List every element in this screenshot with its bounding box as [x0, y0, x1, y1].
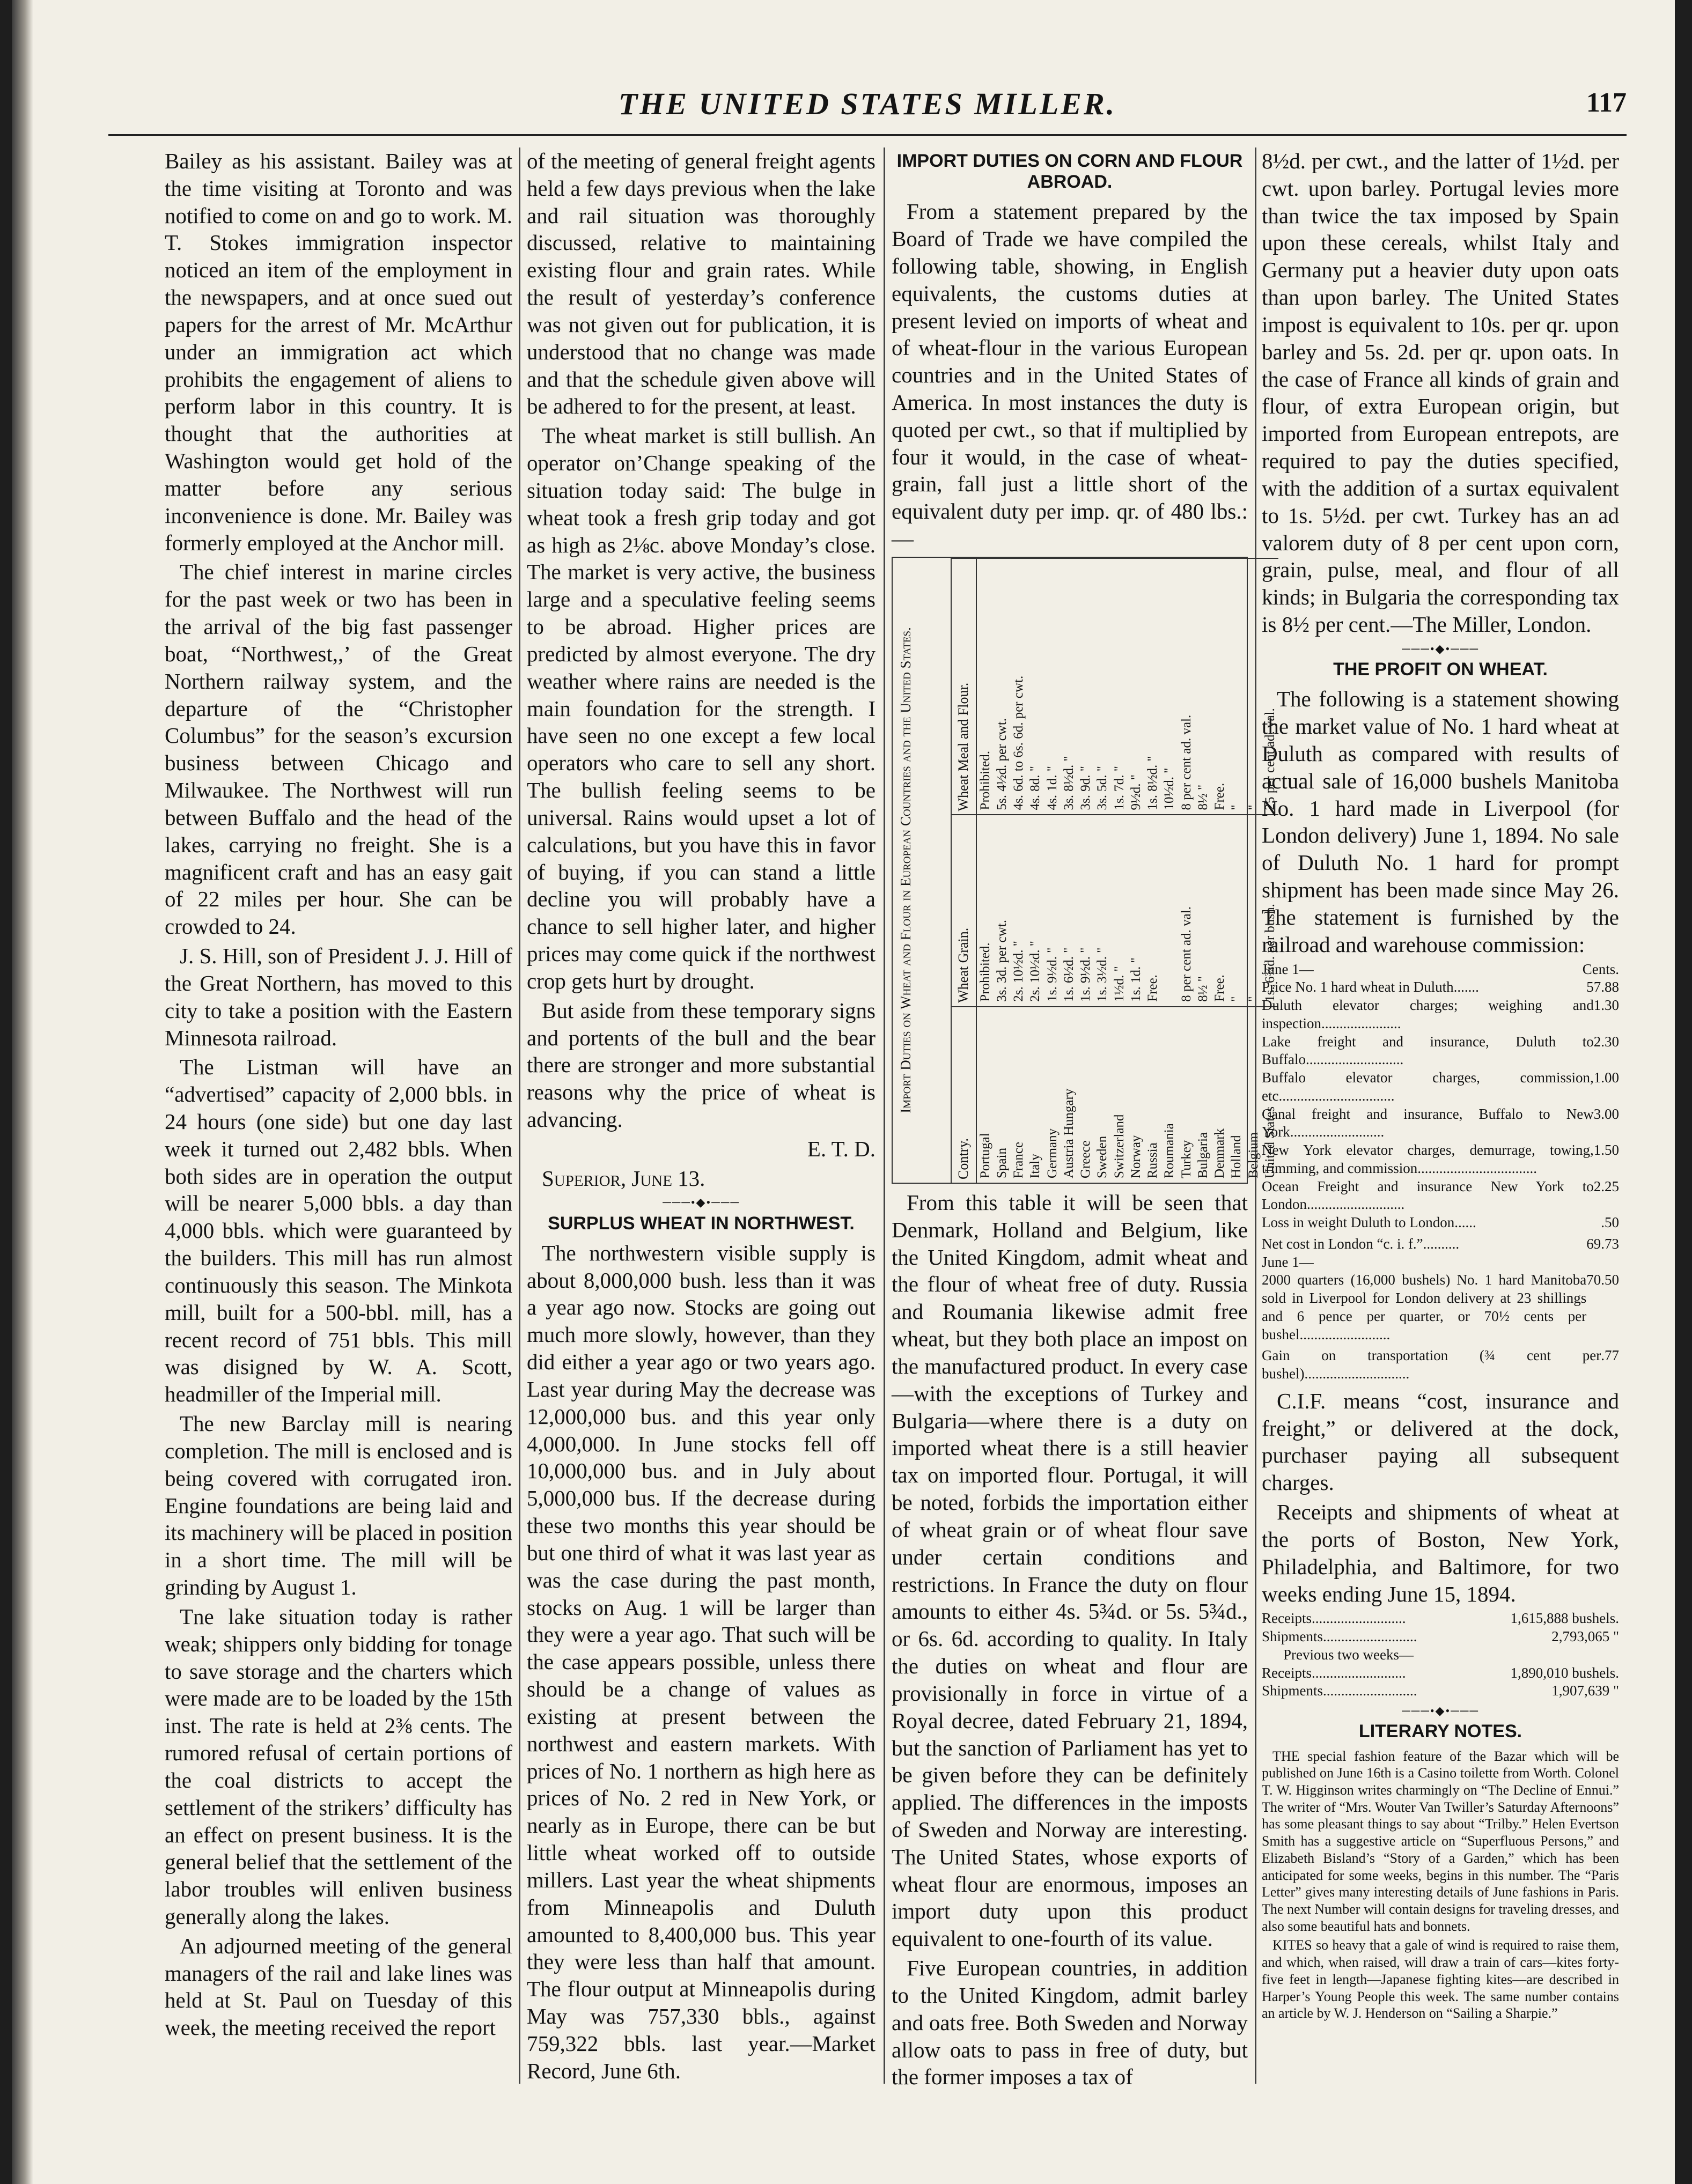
table-cell: Sweden: [1094, 1007, 1110, 1183]
table-row: [1144, 558, 1161, 1183]
row-value: 1.50: [1593, 1142, 1619, 1159]
column-3: [892, 147, 1277, 2094]
receipts-table: [1262, 1610, 1619, 1700]
row-label: 2000 quarters (16,000 bushels) No. 1 hard Manitoba sold in Liverpool for London delivery at 23 shillings and 6 pence per quarter, or 70½ cents per bushel.........................: [1262, 1272, 1587, 1342]
row-label: Receipts..........................: [1262, 1610, 1406, 1627]
table-cell: [1161, 815, 1178, 1006]
profit-table: [1262, 961, 1619, 1383]
profit-row: [1262, 1033, 1619, 1069]
profit-gain-row: [1262, 1347, 1619, 1383]
table-cell: Prohibited.: [976, 558, 994, 815]
paragraph: Five European countries, in addition to the United Kingdom, admit barley and oats free. Both Sweden and Norway allow oats to pass in free of duty, but the former imposes a tax of: [892, 1956, 1248, 2090]
book-binding-shadow: [12, 0, 33, 2184]
table-row: [1211, 558, 1228, 1183]
table-row: [1077, 558, 1094, 1183]
paragraph: The wheat market is still bullish. An operator on’Change speaking of the situation today said: The bulge in wheat took a fresh grip today and got as high as 2⅛c. above Monday’s close. The market is very active, the business large and a speculative feeling seems to be abroad. Higher prices are predicted by almost everyone. The dry weather where rains are needed is the main foundation for the strength. I have seen no one except a few local operators who care to sell any short. The bullish feeling seems to be universal. Rains would upset a lot of calculations, but you have this in favor of buying, if you can stand a little decline you will probably have a chance to sell higher later, and higher prices may come quick if the northwest crop gets hurt by drought.: [527, 423, 876, 993]
paragraph: THE special fashion feature of the Bazar which will be published on June 16th is a Casino toilette from Worth. Colonel T. W. Higginson writes charmingly on “The Decline of Ennui.” The writer of “Mrs. Wouter Van Twiller’s Saturday Afternoons” has some pleasant things to say about “Trilby.” Helen Evertson Smith has a suggestive article on “Superfluous Persons,” and Elizabeth Bisland’s “Story of a Garden,” which has been anticipated for some weeks, begins in this number. The “Paris Letter” gives many interesting details of June fashions in Paris. The next Number will contain designs for traveling dresses, and also some beautiful hats and bonnets.: [1262, 1748, 1619, 1934]
author-signature: E. T. D.: [807, 1136, 876, 1161]
table-cell: 2s. 10½d. ": [1027, 815, 1043, 1006]
paragraph: The following is a statement showing the market value of No. 1 hard wheat at Duluth as compared with results of actual sale of 16,000 bushels Manitoba No. 1 hard made in Liverpool (for London delivery) June 1, 1894. No sale of Duluth No. 1 hard for prompt shipment has been made since May 26. The statement is furnished by the railroad and warehouse commission:: [1262, 687, 1619, 957]
article-heading-import-duties: IMPORT DUTIES ON CORN AND FLOUR ABROAD.: [896, 151, 1243, 193]
table-row: [976, 558, 994, 1183]
row-label: Loss in weight Duluth to London......: [1262, 1214, 1476, 1231]
table-cell: 1s. 6½d. ": [1061, 815, 1077, 1006]
row-label: Previous two weeks—: [1283, 1646, 1414, 1663]
profit-row: [1262, 997, 1619, 1033]
row-label: Duluth elevator charges; weighing and inspection......................: [1262, 997, 1594, 1031]
row-value: 57.88: [1586, 979, 1619, 995]
paragraph: From a statement prepared by the Board of Trade we have compiled the following table, showing, in English equivalents, the customs duties at present levied on imports of wheat and of wheat-flour in the various European countries and in the United States of America. In most instances the duty is quoted per cwt., so that if multiplied by four it would, in the case of wheat-grain, fall just a little short of the equivalent duty per imp. qr. of 480 lbs.:—: [892, 199, 1248, 551]
profit-row: [1262, 1069, 1619, 1105]
paragraph: The Listman will have an “advertised” capacity of 2,000 bbls. in 24 hours (one side) but one day last week it turned out 2,482 bbls. When both sides are in operation the output will be nearer 5,000 bbls. a day than 4,000 bbls. which were guaranteed by the builders. This mill has run almost continuously this season. The Minkota mill, built for a 500-bbl. mill, has a recent record of 751 bbls. This mill was disigned by W. A. Scott, headmiller of the Imperial mill.: [165, 1054, 512, 1407]
page-header: [108, 80, 1627, 136]
table-cell: 1s. 9½d. ": [1044, 815, 1061, 1006]
table-cell: 4s. 1d. ": [1044, 558, 1061, 815]
row-value: .50: [1601, 1214, 1619, 1231]
column-4: [1262, 147, 1619, 2094]
paragraph: Tne lake situation today is rather weak; shippers only bidding for tonage to save storage and the charters which were made are to be loaded by the 15th inst. The rate is held at 2⅜ cents. The rumored refusal of certain portions of the coal districts to accept the settlement of the strikers’ difficulty has an effect on present business. It is the general belief that the settlement of the labor troubles will enliven business generally along the lakes.: [165, 1604, 512, 1929]
row-value: 70.50: [1586, 1272, 1619, 1288]
table-cell: Free.: [1144, 815, 1161, 1006]
table-cell: Switzerland: [1111, 1007, 1128, 1183]
table-cell: Greece: [1077, 1007, 1094, 1183]
table-cell: ": [1245, 815, 1262, 1006]
paragraph: C.I.F. means “cost, insurance and freight,” or delivered at the dock, purchaser paying all subsequent charges.: [1262, 1388, 1619, 1495]
table-cell: 1s. 6¾d. per bush.: [1262, 815, 1278, 1006]
row-value: 69.73: [1586, 1235, 1619, 1252]
shipments-row: [1262, 1628, 1619, 1646]
paragraph: The chief interest in marine circles for the past week or two has been in the arrival of the big fast passenger boat, “Northwest,,’ of the Great Northern railway system, and the departure of the “Christopher Columbus” for the season’s excursion business between Chicago and Milwaukee. The Northwest will run between Buffalo and the head of the lakes, carrying no freight. She is a magnificent craft and has an easy gait of 22 miles per hour. She can be crowded to 24.: [165, 559, 512, 939]
column-1: [165, 147, 512, 2094]
row-label: Gain on transportation (¾ cent per bushel).............................: [1262, 1347, 1601, 1382]
table-row: [1111, 558, 1128, 1183]
duty-table-rotated: [893, 558, 1277, 1183]
row-label: Price No. 1 hard wheat in Duluth.......: [1262, 979, 1479, 995]
table-cell: Roumania: [1161, 1007, 1178, 1183]
shipments-row: [1262, 1682, 1619, 1700]
table-row: [1245, 558, 1262, 1183]
row-value: 1.30: [1593, 997, 1619, 1014]
paragraph: The new Barclay mill is nearing completion. The mill is enclosed and is being covered with corrugated iron. Engine foundations are being laid and its machinery will be placed in position in a short time. The mill will be grinding by August 1.: [165, 1411, 512, 1600]
table-cell: 3s. 8½d. ": [1061, 558, 1077, 815]
table-cell: 1½d. ": [1111, 815, 1128, 1006]
row-value: 1,890,010 bushels.: [1510, 1664, 1619, 1681]
table-cell: 4s. 8d. ": [1027, 558, 1043, 815]
row-label: Buffalo elevator charges, commission, etc................................: [1262, 1069, 1594, 1104]
table-cell: 4s. 6d. to 6s. 6d. per cwt.: [1010, 558, 1027, 815]
article-heading-surplus: SURPLUS WHEAT IN NORTHWEST.: [548, 1213, 855, 1234]
profit-row: [1262, 978, 1619, 997]
dateline: Superior, June 13.: [542, 1165, 705, 1191]
table-cell: 1s. 7d. ": [1111, 558, 1128, 815]
article-heading-profit: THE PROFIT ON WHEAT.: [1333, 659, 1548, 680]
table-cell: Portugal: [976, 1007, 994, 1183]
date-label: June 1—: [1262, 1253, 1314, 1270]
table-row: [1228, 558, 1245, 1183]
table-row: [1010, 558, 1027, 1183]
profit-table-date-row: [1262, 1253, 1619, 1272]
table-cell: 1s. 3½d. ": [1094, 815, 1110, 1006]
paragraph: of the meeting of general freight agents held a few days previous when the lake and rail situation was thoroughly discussed, relative to maintaining existing flour and grain rates. While the result of yesterday’s conference was not given out for publication, it is understood that no change was made and that the schedule given above will be adhered to for the present, at least.: [527, 149, 876, 419]
table-cell: Belgium: [1245, 1007, 1262, 1183]
row-label: Ocean Freight and insurance New York to London...........................: [1262, 1178, 1594, 1213]
profit-table-date-row: [1262, 961, 1619, 979]
row-value: 1,907,639 ": [1551, 1683, 1619, 1699]
table-cell: 8½ ": [1195, 558, 1211, 815]
paragraph: KITES so heavy that a gale of wind is required to raise them, and which, when raised, will draw a train of cars—kites forty-five feet in length—Japanese fighting kites—are described in Harper’s Young People this week. The same number contains an article by W. J. Henderson on “Sailing a Sharpie.”: [1262, 1937, 1619, 2021]
table-cell: 8½ ": [1195, 815, 1211, 1006]
article-heading-literary: LITERARY NOTES.: [1358, 1721, 1522, 1742]
table-cell: Norway: [1128, 1007, 1144, 1183]
row-label: Shipments..........................: [1262, 1628, 1417, 1645]
profit-sale-row: [1262, 1271, 1619, 1344]
row-label: New York elevator charges, demurrage, towing, trimming, and commission.................................: [1262, 1142, 1594, 1176]
section-divider: ───•◆•───: [663, 1196, 740, 1209]
table-row: [1027, 558, 1043, 1183]
table-cell: Germany: [1044, 1007, 1061, 1183]
table-cell: ": [1245, 558, 1262, 815]
table-cell: 2s. 10½d. ": [1010, 815, 1027, 1006]
table-header: Wheat Meal and Flour.: [952, 558, 976, 815]
paragraph: The northwestern visible supply is about 8,000,000 bush. less than it was a year ago now. Stocks are going out much more slowly, however, than they did either a year ago or two years ago. Last year during May the decrease was 12,000,000 bus. and this year only 4,000,000. In June stocks fell off 10,000,000 bus. and in July about 5,000,000 bus. If the decrease during these two months this year should be but one third of what it was last year as was the case during the past month, stocks on Aug. 1 will be larger than they were a year ago. That such will be the case appears possible, unless there should be a change of values as existing at present between the northwest and eastern markets. With prices of No. 1 northern as high here as prices of No. 2 red in New York, or nearly as in Europe, there can be but little wheat worked off to outside millers. Last year the wheat shipments from Minneapolis and Duluth amounted to 8,400,000 bus. This year they were less than half that amount. The flour output at Minneapolis during May was 757,330 bbls., against 759,322 bbls. last year.—Market Record, June 6th.: [527, 1240, 876, 2083]
table-cell: 3s. 9d. ": [1077, 558, 1094, 815]
table-cell: Prohibited.: [976, 815, 994, 1006]
table-cell: Bulgaria: [1195, 1007, 1211, 1183]
table-cell: 1s. 8½d. ": [1144, 558, 1161, 815]
table-row: [1178, 558, 1195, 1183]
table-row: [994, 558, 1010, 1183]
table-cell: 8 per cent ad. val.: [1178, 558, 1195, 815]
table-cell: 1s. 9½d. ": [1077, 815, 1094, 1006]
table-cell: 8 per cent ad. val.: [1178, 815, 1195, 1006]
units-label: Cents.: [1582, 961, 1619, 977]
newspaper-page: [12, 0, 1675, 2184]
masthead-title: THE UNITED STATES MILLER.: [618, 86, 1117, 121]
paragraph: An adjourned meeting of the general managers of the rail and lake lines was held at St. Paul on Tuesday of this week, the meeting received the report: [165, 1933, 512, 2040]
table-row: [1094, 558, 1110, 1183]
paragraph: But aside from these temporary signs and portents of the bull and the bear there are stronger and more substantial reasons why the price of wheat is advancing.: [527, 998, 876, 1132]
receipts-row: [1262, 1664, 1619, 1683]
table-cell: 25 per cent ad. val.: [1262, 558, 1278, 815]
paragraph: J. S. Hill, son of President J. J. Hill of the Great Northern, has moved to this city to take a position with the Eastern Minnesota railroad.: [165, 943, 512, 1050]
row-label: Lake freight and insurance, Duluth to Buffalo...........................: [1262, 1033, 1594, 1068]
table-cell: Denmark: [1211, 1007, 1228, 1183]
row-value: 2.25: [1593, 1178, 1619, 1194]
duty-table: [952, 558, 1278, 1183]
table-cell: Spain: [994, 1007, 1010, 1183]
table-cell: France: [1010, 1007, 1027, 1183]
paragraph: From this table it will be seen that Denmark, Holland and Belgium, like the United Kingdom, admit wheat and the flour of wheat free of duty. Russia and Roumania likewise admit free wheat, but they both place an impost on the manufactured product. In every case—with the exceptions of Turkey and Bulgaria—where there is a duty on imported wheat there is a still heavier tax on imported flour. Portugal, it will be noted, forbids the importation either of wheat grain or of wheat flour save under certain conditions and restrictions. In France the duty on flour amounts to either 4s. 5¾d. or 5s. 5¾d., or 6s. 6d. according to quality. In Italy the duties on wheat and flour are provisionally in force in virtue of a Royal decree, dated February 21, 1894, but the sanction of Parliament has yet to be given before they can be definitely applied. The differences in the imposts of Sweden and Norway are interesting. The United States, whose exports of wheat flour are enormous, imposes an import duty upon this product equivalent to one-fourth of its value.: [892, 1190, 1248, 1951]
table-cell: 5s. 4½d. per cwt.: [994, 558, 1010, 815]
row-value: 1.00: [1593, 1069, 1619, 1086]
table-cell: 3s. 5d. ": [1094, 558, 1110, 815]
row-label: Receipts..........................: [1262, 1664, 1406, 1681]
profit-row: [1262, 1105, 1619, 1142]
table-row: [1044, 558, 1061, 1183]
table-cell: Holland: [1228, 1007, 1245, 1183]
table-cell: 1s. 1d. ": [1128, 815, 1144, 1006]
paragraph: Receipts and shipments of wheat at the ports of Boston, New York, Philadelphia, and Baltimore, for two weeks ending June 15, 1894.: [1262, 1500, 1619, 1606]
table-row: [1161, 558, 1178, 1183]
table-row: [1128, 558, 1144, 1183]
paragraph: 8½d. per cwt., and the latter of 1½d. per cwt. upon barley. Portugal levies more than twice the tax imposed by Spain upon these cereals, whilst Italy and Germany put a heavier duty upon oats than upon barley. The United States impost is equivalent to 10s. per qr. upon barley and 5s. 2d. per qr. upon oats. In the case of France all kinds of grain and flour, of extra European origin, but imported from European entrepots, are required to pay the duties specified, with the addition of a surtax equivalent to 1s. 5½d. per cwt. Turkey has an ad valorem duty of 8 per cent upon corn, grain, pulse, meal, and flour of all kinds; in Bulgaria the corresponding tax is 8½ per cent.—The Miller, London.: [1262, 149, 1619, 637]
duty-table-frame: [892, 557, 1277, 1184]
row-value: .77: [1601, 1347, 1619, 1364]
table-header: Contry.: [952, 1007, 976, 1183]
literary-notes: [1262, 1748, 1619, 2023]
profit-row: [1262, 1214, 1619, 1232]
row-value: 2,793,065 ": [1551, 1628, 1619, 1645]
row-value: 1,615,888 bushels.: [1510, 1610, 1619, 1627]
table-header: Wheat Grain.: [952, 815, 976, 1006]
paragraph: Bailey as his assistant. Bailey was at the time visiting at Toronto and was notified to come on and go to work. M. T. Stokes immigration inspector noticed an item of the employment in the newspapers, and at once sued out papers for the arrest of Mr. McArthur under an immigration act which prohibits the engagement of aliens to perform labor in this country. It is thought that the authorities at Washington would get hold of the matter before any serious inconvenience is done. Mr. Bailey was formerly employed at the Anchor mill.: [165, 149, 512, 555]
row-value: 2.30: [1593, 1033, 1619, 1050]
row-label: Net cost in London “c. i. f.”..........: [1262, 1235, 1460, 1252]
previous-weeks-label: [1262, 1646, 1619, 1664]
column-rule: [519, 147, 520, 2084]
table-cell: Free.: [1211, 815, 1228, 1006]
duty-table-caption: Import Duties on Wheat and Flour in European Countries and the United States.: [893, 558, 952, 1183]
table-cell: Russia: [1144, 1007, 1161, 1183]
profit-row: [1262, 1178, 1619, 1214]
table-cell: 10½d. ": [1161, 558, 1178, 815]
column-2: [527, 147, 876, 2094]
row-value: 3.00: [1593, 1105, 1619, 1122]
table-cell: Italy: [1027, 1007, 1043, 1183]
receipts-row: [1262, 1610, 1619, 1628]
page-number: 117: [1586, 87, 1627, 118]
table-cell: Turkey: [1178, 1007, 1195, 1183]
table-cell: ": [1228, 558, 1245, 815]
table-cell: Austria Hungary: [1061, 1007, 1077, 1183]
table-row: [1061, 558, 1077, 1183]
section-divider: ───•◆•───: [1402, 1704, 1479, 1718]
table-cell: United States: [1262, 1007, 1278, 1183]
section-divider: ───•◆•───: [1402, 641, 1479, 655]
profit-net-row: [1262, 1235, 1619, 1253]
row-label: Shipments..........................: [1262, 1683, 1417, 1699]
table-cell: 9½d. ": [1128, 558, 1144, 815]
profit-row: [1262, 1141, 1619, 1178]
table-cell: 3s. 3d. per cwt.: [994, 815, 1010, 1006]
table-cell: Free.: [1211, 558, 1228, 815]
column-rule: [884, 147, 885, 2084]
date-label: June 1—: [1262, 961, 1314, 977]
row-label: Canal freight and insurance, Buffalo to New York..........................: [1262, 1105, 1594, 1140]
table-cell: ": [1228, 815, 1245, 1006]
table-row: [1195, 558, 1211, 1183]
